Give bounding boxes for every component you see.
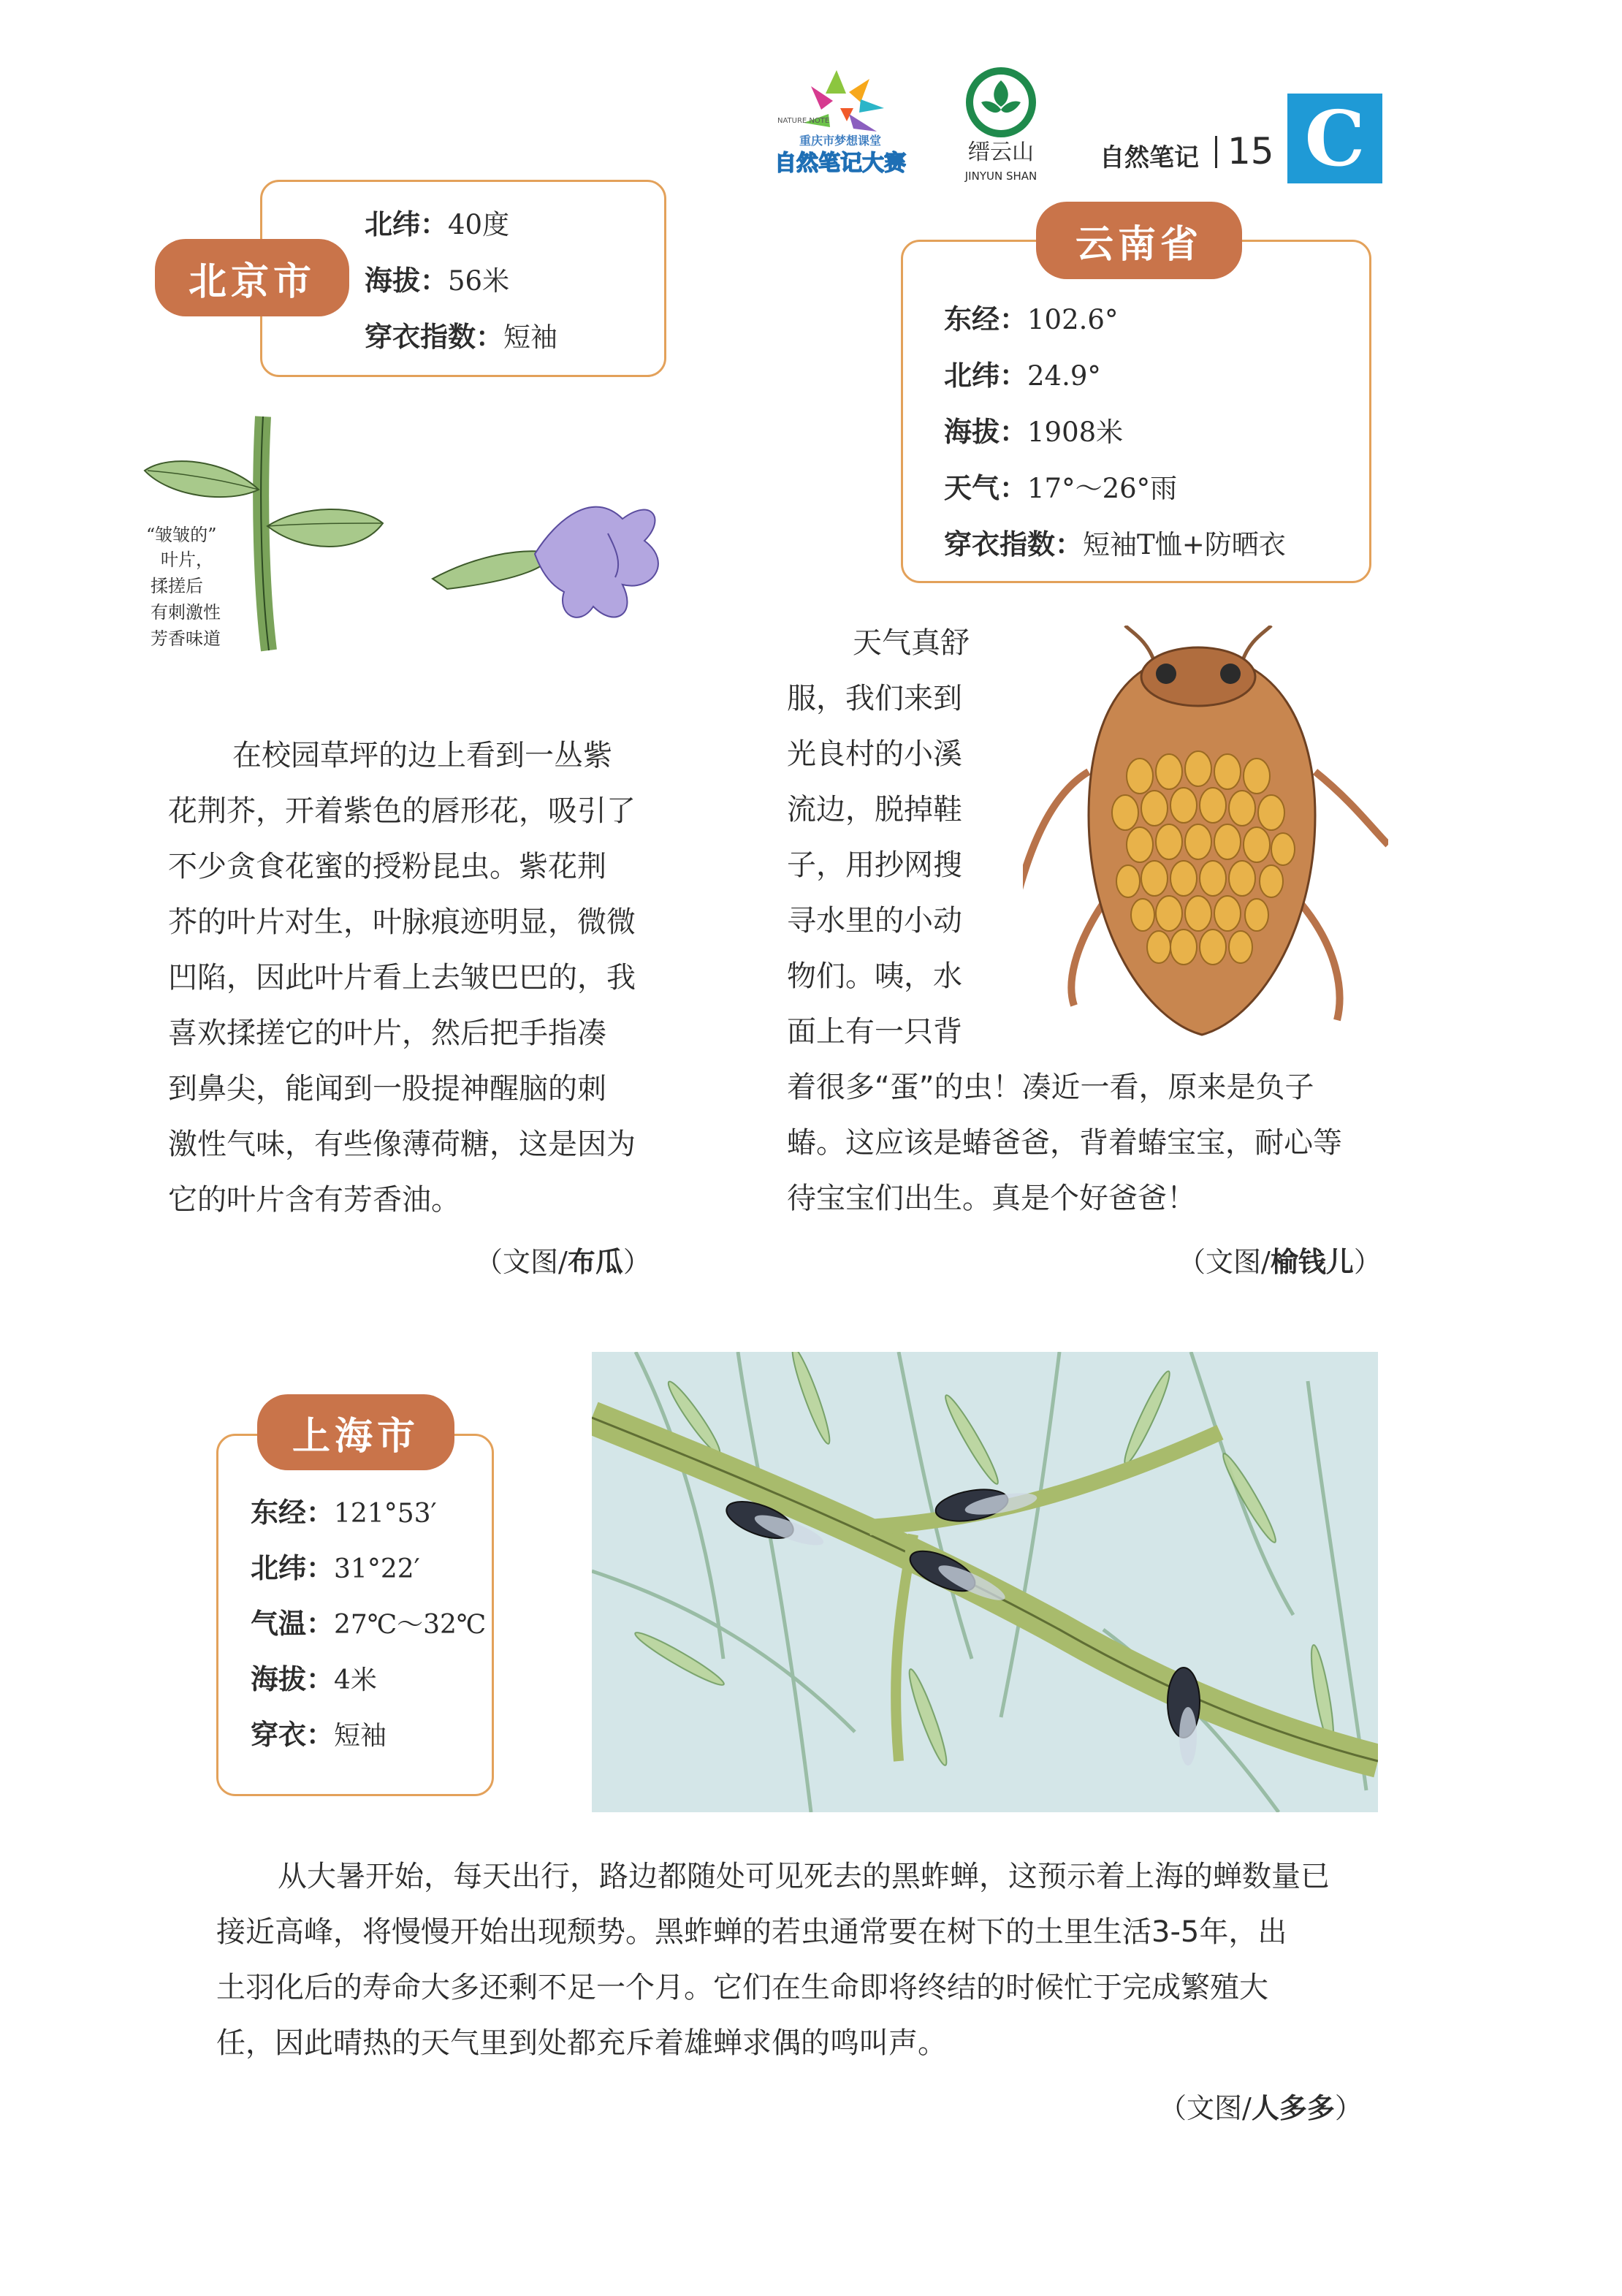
catnip-leaf-flower-icon xyxy=(140,409,696,694)
shanghai-paragraph xyxy=(216,1849,1385,2071)
svg-text:缙云山: 缙云山 xyxy=(968,140,1034,165)
text-line: 花荆芥，开着紫色的唇形花，吸引了 xyxy=(168,794,636,828)
beijing-credit: （文图/布瓜） xyxy=(475,1246,651,1278)
text-line: 土羽化后的寿命大多还剩不足一个月。它们在生命即将终结的时候忙于完成繁殖大 xyxy=(216,1971,1268,2004)
text-line: 光良村的小溪 xyxy=(787,737,962,771)
text-line: 物们。咦，水 xyxy=(787,959,962,993)
text-line: 喜欢揉搓它的叶片，然后把手指凑 xyxy=(168,1016,606,1050)
shanghai-location-badge: 上海市 xyxy=(257,1394,454,1470)
yunnan-paragraph xyxy=(787,615,1386,1226)
text-line: 面上有一只背 xyxy=(787,1015,962,1049)
note-line: 揉搓后 xyxy=(151,576,203,596)
text-line: 激性气味，有些像薄荷糖，这是因为 xyxy=(168,1128,636,1161)
text-line: 蝽。这应该是蝽爸爸，背着蝽宝宝，耐心等 xyxy=(787,1126,1342,1160)
note-line: 叶片， xyxy=(161,550,213,570)
yunnan-location-badge: 云南省 xyxy=(1036,202,1242,279)
shanghai-credit: （文图/人多多） xyxy=(1159,2092,1363,2124)
jinyun-shan-logo xyxy=(946,64,1056,185)
text-line: 接近高峰，将慢慢开始出现颓势。黑蚱蝉的若虫通常要在树下的土里生活3-5年，出 xyxy=(216,1915,1287,1949)
svg-text:重庆市梦想课堂: 重庆市梦想课堂 xyxy=(799,134,882,148)
text-line: 它的叶片含有芳香油。 xyxy=(168,1183,460,1217)
mint-illustration xyxy=(140,409,696,694)
info-row: 穿衣指数：短袖 xyxy=(365,321,558,353)
info-row: 穿衣：短袖 xyxy=(251,1719,387,1751)
nature-note-logo xyxy=(767,64,921,181)
note-line: “皱皱的” xyxy=(146,525,217,545)
svg-text:NATURE NOTE: NATURE NOTE xyxy=(777,117,830,125)
leaf-emblem-icon xyxy=(946,64,1056,185)
text-line: 从大暑开始，每天出行，路边都随处可见死去的黑蚱蝉，这预示着上海的蝉数量已 xyxy=(278,1860,1330,1893)
cicada-on-branch-icon xyxy=(592,1352,1378,1812)
note-line: 芳香味道 xyxy=(151,628,221,649)
text-line: 到鼻尖，能闻到一股提神醒脑的刺 xyxy=(168,1072,606,1106)
info-row: 北纬：31°22′ xyxy=(251,1552,420,1584)
text-line: 凹陷，因此叶片看上去皱巴巴的，我 xyxy=(168,961,636,995)
star-burst-icon xyxy=(767,64,921,181)
text-line: 天气真舒 xyxy=(853,626,970,660)
beijing-paragraph xyxy=(168,728,679,1228)
text-line: 流边，脱掉鞋 xyxy=(787,793,962,826)
text-line: 服，我们来到 xyxy=(787,682,962,715)
text-line: 着很多“蛋”的虫！凑近一看，原来是负子 xyxy=(787,1071,1314,1104)
beijing-location-badge: 北京市 xyxy=(155,239,349,316)
text-line: 任，因此晴热的天气里到处都充斥着雄蝉求偶的鸣叫声。 xyxy=(216,2026,947,2060)
info-row: 气温：27℃～32℃ xyxy=(251,1608,487,1640)
text-line: 不少贪食花蜜的授粉昆虫。紫花荆 xyxy=(168,850,606,883)
shanghai-info-box xyxy=(216,1434,494,1796)
section-title: 自然笔记 xyxy=(1100,143,1199,172)
text-line: 寻水里的小动 xyxy=(787,904,962,938)
section-letter-badge: C xyxy=(1287,94,1382,183)
note-line: 有刺激性 xyxy=(151,602,221,623)
header-divider xyxy=(1215,136,1217,168)
info-row: 东经：121°53′ xyxy=(251,1497,437,1529)
text-line: 在校园草坪的边上看到一丛紫 xyxy=(232,739,612,772)
text-line: 子，用抄网搜 xyxy=(787,848,962,882)
info-row: 穿衣指数：短袖T恤+防晒衣 xyxy=(944,528,1286,560)
info-row: 海拔：4米 xyxy=(251,1663,377,1695)
info-row: 北纬：40度 xyxy=(365,208,510,240)
text-line: 待宝宝们出生。真是个好爸爸！ xyxy=(787,1182,1196,1215)
info-row: 东经：102.6° xyxy=(944,303,1119,335)
yunnan-credit: （文图/榆钱儿） xyxy=(1178,1246,1382,1278)
info-row: 海拔：1908米 xyxy=(944,416,1124,448)
text-line: 芥的叶片对生，叶脉痕迹明显，微微 xyxy=(168,905,636,939)
yunnan-info-box xyxy=(901,240,1371,583)
info-row: 北纬：24.9° xyxy=(944,360,1101,392)
info-row: 天气：17°～26°雨 xyxy=(944,472,1178,504)
page-number: 15 xyxy=(1227,130,1274,172)
cicada-willow-illustration xyxy=(592,1352,1378,1812)
info-row: 海拔：56米 xyxy=(365,265,510,297)
svg-text:自然笔记大赛: 自然笔记大赛 xyxy=(774,151,906,176)
svg-text:JINYUN SHAN: JINYUN SHAN xyxy=(964,170,1037,183)
